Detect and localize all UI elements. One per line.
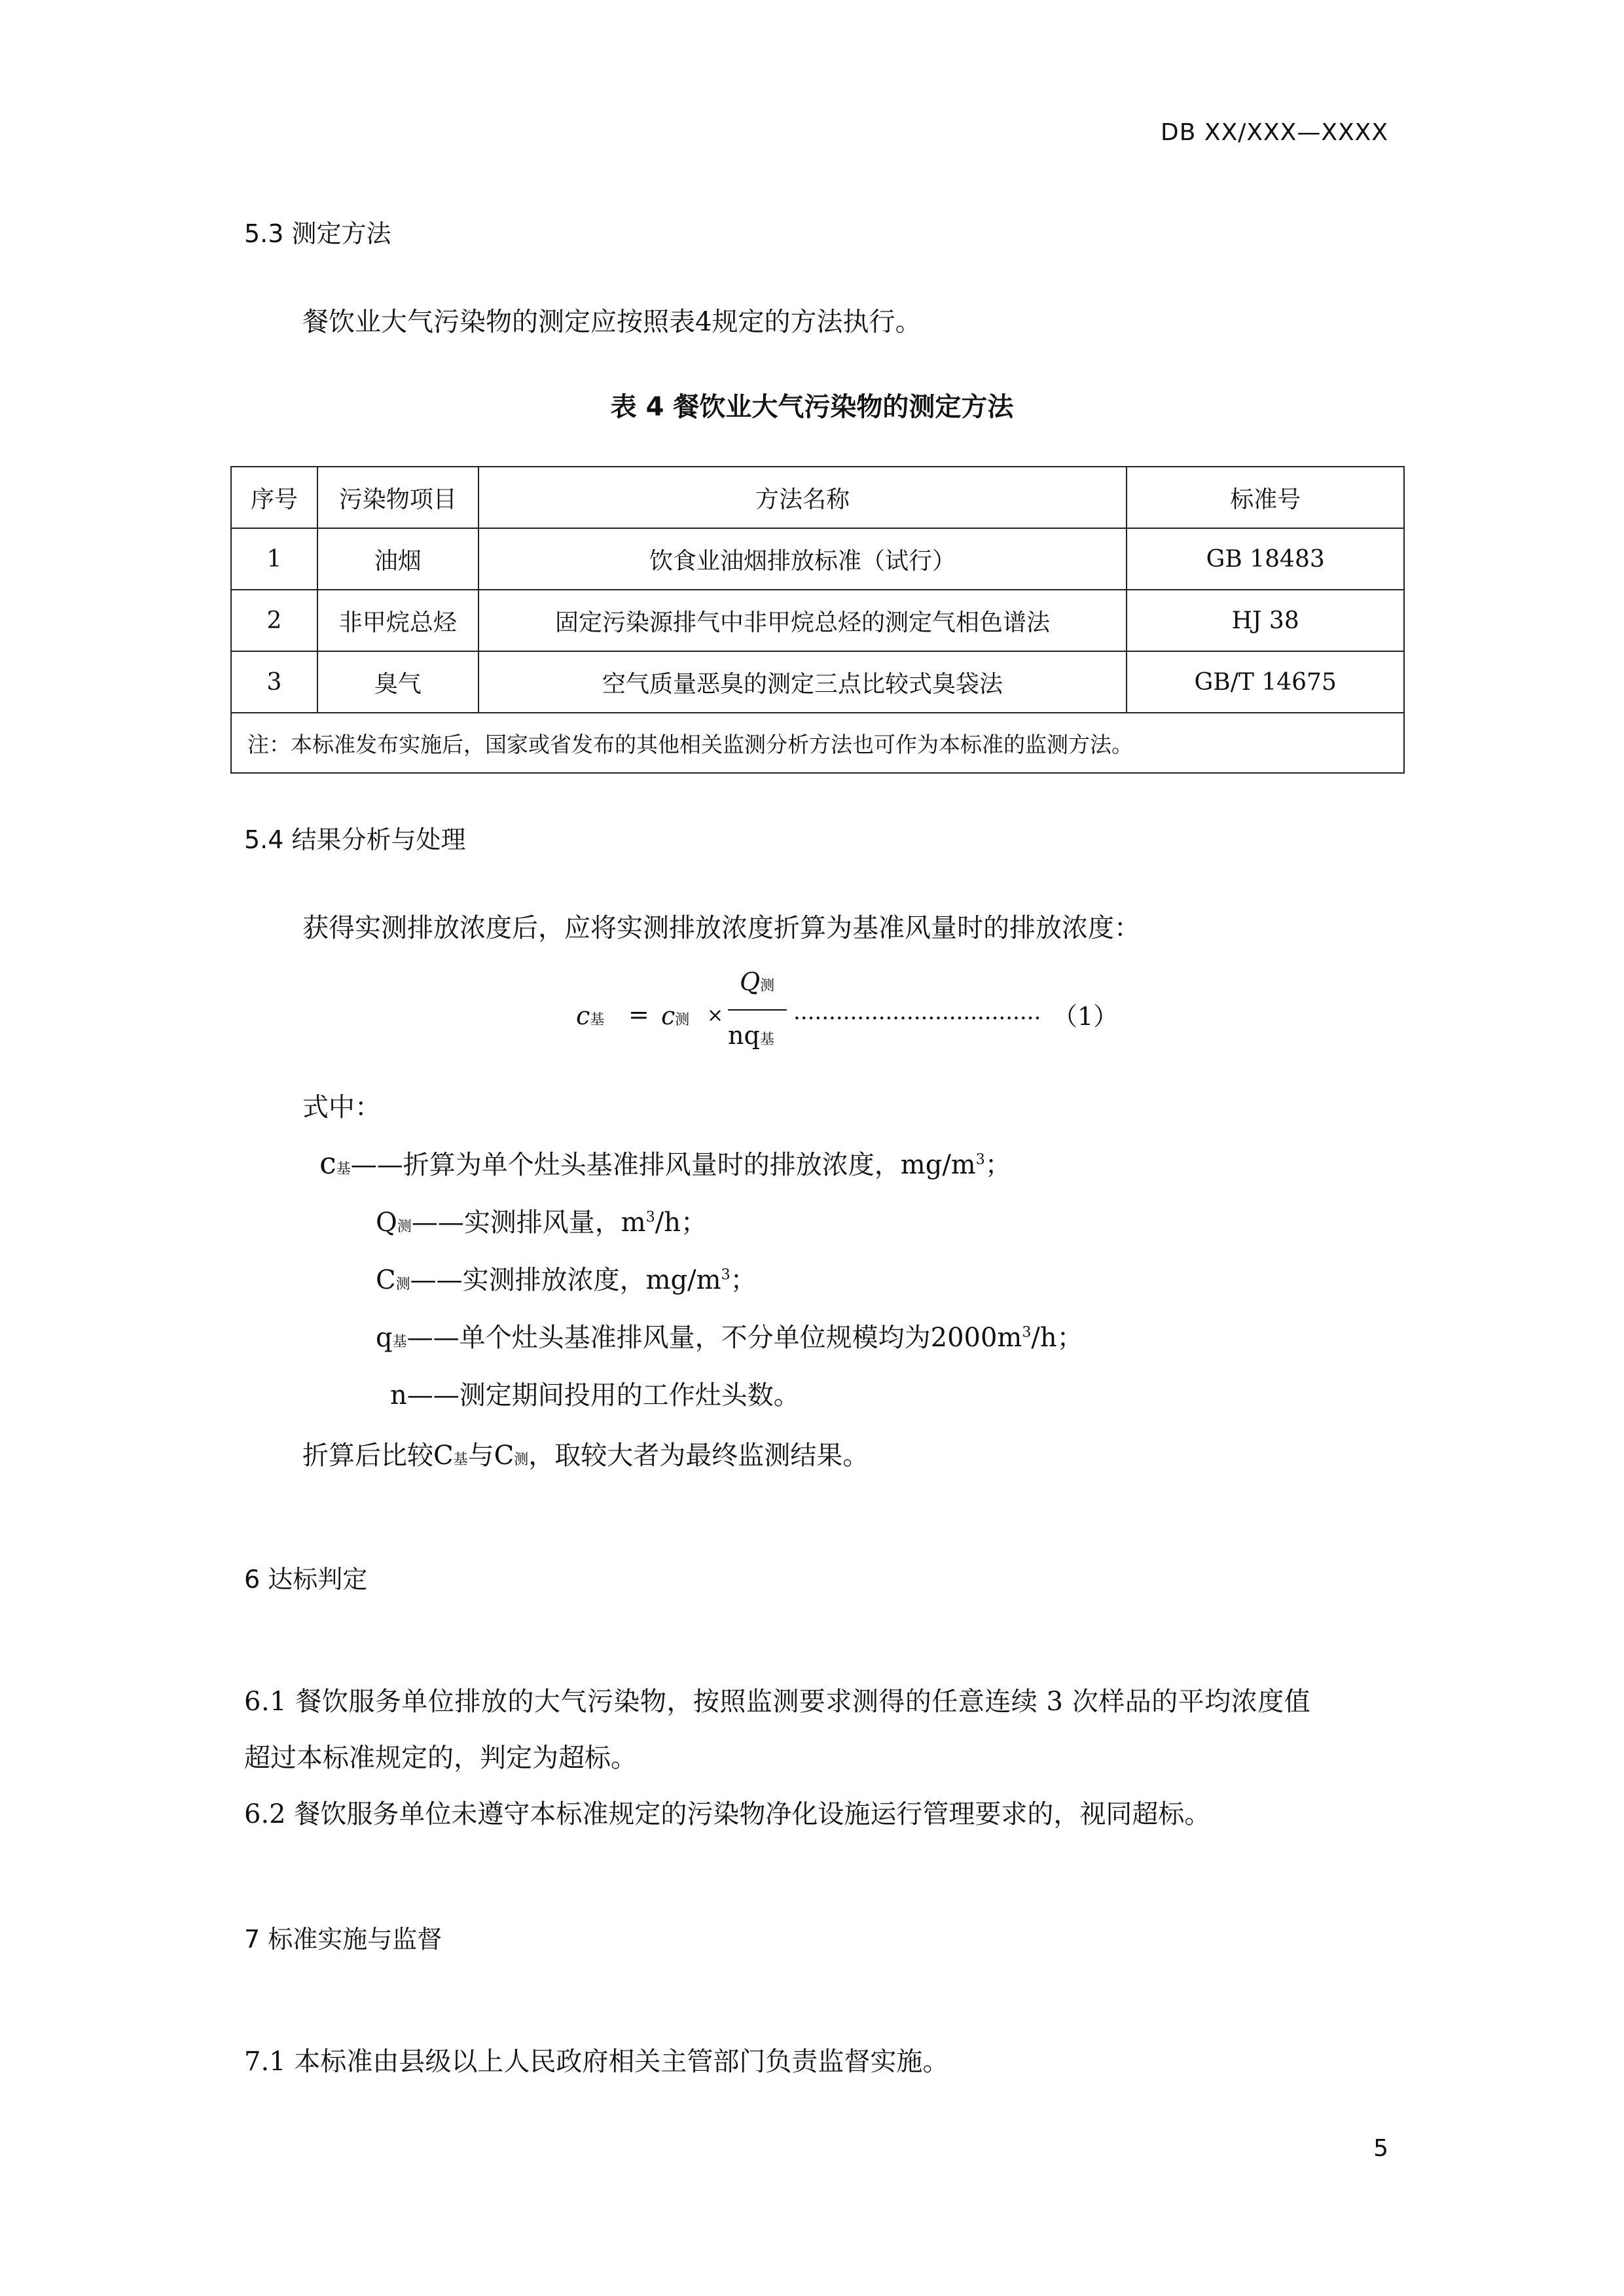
formula-lhs: c基 (576, 1001, 605, 1030)
table-row (231, 651, 1404, 713)
section-6-2-paragraph: 6.2 餐饮服务单位未遵守本标准规定的污染物净化设施运行管理要求的，视同超标。 (244, 1799, 1211, 1829)
page-number: 5 (1373, 2135, 1388, 2162)
table-note: 注：本标准发布实施后，国家或省发布的其他相关监测分析方法也可作为本标准的监测方法。 (231, 713, 1404, 773)
header-cell-method: 方法名称 (478, 467, 1127, 528)
row-method: 饮食业油烟排放标准（试行） (478, 528, 1127, 590)
row-method: 空气质量恶臭的测定三点比较式臭袋法 (478, 651, 1127, 713)
section-7-heading: 7 标准实施与监督 (244, 1925, 442, 1954)
table-row (231, 590, 1404, 651)
table-header-row (231, 467, 1404, 528)
table-note-row (231, 713, 1404, 773)
row-index: 2 (231, 590, 317, 651)
formula-number: （1） (1053, 1002, 1119, 1031)
section-5-4-paragraph: 获得实测排放浓度后，应将实测排放浓度折算为基准风量时的排放浓度： (302, 913, 1140, 943)
row-index: 3 (231, 651, 317, 713)
section-5-3-heading: 5.3 测定方法 (244, 219, 391, 248)
section-5-4-heading: 5.4 结果分析与处理 (244, 825, 466, 854)
formula-numerator: Q测 (740, 967, 775, 996)
header-cell-pollutant: 污染物项目 (317, 467, 478, 528)
table-row (231, 528, 1404, 590)
section-6-1-line2: 超过本标准规定的，判定为超标。 (244, 1743, 637, 1773)
definition-c-measured: C测——实测排放浓度，$mg/m^3$； (376, 1265, 757, 1295)
where-label: 式中： (302, 1092, 381, 1122)
definition-q-measured: Q测——实测排风量，$m^3/h$； (376, 1208, 707, 1238)
row-index: 1 (231, 528, 317, 590)
section-7-1-paragraph: 7.1 本标准由县级以上人民政府相关主管部门负责监督实施。 (244, 2047, 949, 2077)
method-table (230, 466, 1405, 774)
formula-denominator: nq基 (728, 1021, 774, 1050)
definition-n: n——测定期间投用的工作灶头数。 (390, 1380, 800, 1410)
definition-q-base: q基——单个灶头基准排风量，不分单位规模均为$2000m^3/h$； (376, 1323, 1083, 1353)
header-cell-standard: 标准号 (1127, 467, 1404, 528)
row-standard: HJ 38 (1127, 590, 1404, 651)
definition-c-base: c基——折算为单个灶头基准排风量时的排放浓度，$mg/m^3$； (319, 1145, 1011, 1181)
row-method: 固定污染源排气中非甲烷总烃的测定气相色谱法 (478, 590, 1127, 651)
formula-c-measured: c测 (661, 1001, 690, 1030)
header-cell-index: 序号 (231, 467, 317, 528)
formula-leader-dots: ................................... (793, 999, 1041, 1025)
row-pollutant: 臭气 (317, 651, 478, 713)
row-standard: GB/T 14675 (1127, 651, 1404, 713)
table-4-caption: 表 4 餐饮业大气污染物的测定方法 (610, 392, 1014, 422)
section-6-heading: 6 达标判定 (244, 1565, 368, 1594)
row-pollutant: 非甲烷总烃 (317, 590, 478, 651)
row-pollutant: 油烟 (317, 528, 478, 590)
formula-equals: = (628, 1000, 649, 1029)
fraction-bar (728, 1009, 787, 1011)
section-6-1-line1: 6.1 餐饮服务单位排放的大气污染物，按照监测要求测得的任意连续 3 次样品的平均浓度值 (244, 1687, 1311, 1717)
document-code: DB XX/XXX—XXXX (1161, 119, 1388, 146)
section-5-3-paragraph: 餐饮业大气污染物的测定应按照表4规定的方法执行。 (302, 307, 922, 337)
formula-times: × (707, 1004, 724, 1027)
comparison-sentence: 折算后比较C基与C测，取较大者为最终监测结果。 (302, 1441, 869, 1471)
row-standard: GB 18483 (1127, 528, 1404, 590)
